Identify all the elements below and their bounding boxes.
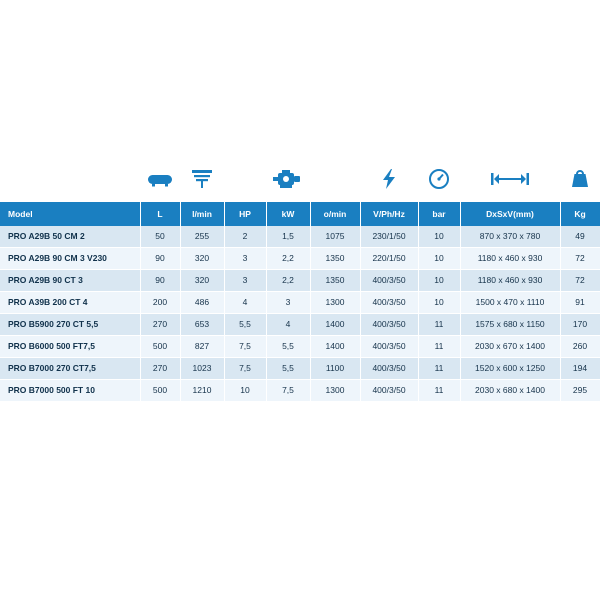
- table-row: [0, 226, 600, 248]
- cell-voltage: 400/3/50: [360, 358, 418, 380]
- table-row: [0, 292, 600, 314]
- icon-spacer-hp: [224, 155, 266, 202]
- cell-lmin: 1210: [180, 380, 224, 402]
- cell-bar: 10: [418, 292, 460, 314]
- specifications-table: [0, 202, 600, 401]
- cell-voltage: 230/1/50: [360, 226, 418, 248]
- table-row: [0, 336, 600, 358]
- cell-bar: 10: [418, 226, 460, 248]
- table-row: [0, 270, 600, 292]
- cell-model: PRO B5900 270 CT 5,5: [0, 314, 140, 336]
- cell-bar: 10: [418, 270, 460, 292]
- cell-voltage: 400/3/50: [360, 270, 418, 292]
- cell-litres: 270: [140, 358, 180, 380]
- cell-litres: 90: [140, 270, 180, 292]
- cell-bar: 11: [418, 358, 460, 380]
- cell-weight: 72: [560, 248, 600, 270]
- cell-litres: 200: [140, 292, 180, 314]
- column-header-kw: kW: [266, 202, 310, 226]
- cell-weight: 72: [560, 270, 600, 292]
- spec-sheet: [0, 155, 600, 401]
- cell-dimensions: 2030 x 670 x 1400: [460, 336, 560, 358]
- cell-model: PRO B7000 500 FT 10: [0, 380, 140, 402]
- cell-model: PRO B7000 270 CT7,5: [0, 358, 140, 380]
- lightning-bolt-icon: [360, 155, 418, 202]
- cell-model: PRO B6000 500 FT7,5: [0, 336, 140, 358]
- cell-kw: 1,5: [266, 226, 310, 248]
- weight-icon: [560, 155, 600, 202]
- cell-dimensions: 870 x 370 x 780: [460, 226, 560, 248]
- icon-spacer: [0, 155, 140, 202]
- cell-weight: 295: [560, 380, 600, 402]
- cell-hp: 3: [224, 248, 266, 270]
- column-header-weight: Kg: [560, 202, 600, 226]
- cell-rpm: 1300: [310, 292, 360, 314]
- cell-hp: 5,5: [224, 314, 266, 336]
- cell-model: PRO A29B 50 CM 2: [0, 226, 140, 248]
- cell-dimensions: 1180 x 460 x 930: [460, 270, 560, 292]
- cell-hp: 7,5: [224, 336, 266, 358]
- cell-dimensions: 1180 x 460 x 930: [460, 248, 560, 270]
- cell-rpm: 1300: [310, 380, 360, 402]
- cell-model: PRO A29B 90 CT 3: [0, 270, 140, 292]
- cell-lmin: 255: [180, 226, 224, 248]
- cell-model: PRO A39B 200 CT 4: [0, 292, 140, 314]
- cell-voltage: 400/3/50: [360, 292, 418, 314]
- column-header-lmin: l/min: [180, 202, 224, 226]
- icon-spacer-rpm: [310, 155, 360, 202]
- cell-voltage: 400/3/50: [360, 336, 418, 358]
- cell-lmin: 486: [180, 292, 224, 314]
- cell-hp: 7,5: [224, 358, 266, 380]
- column-header-bar: bar: [418, 202, 460, 226]
- table-row: [0, 380, 600, 402]
- cell-lmin: 320: [180, 270, 224, 292]
- cell-weight: 170: [560, 314, 600, 336]
- cell-litres: 500: [140, 380, 180, 402]
- cell-litres: 90: [140, 248, 180, 270]
- cell-rpm: 1350: [310, 270, 360, 292]
- pressure-gauge-icon: [418, 155, 460, 202]
- cell-voltage: 400/3/50: [360, 314, 418, 336]
- cell-litres: 50: [140, 226, 180, 248]
- cell-rpm: 1075: [310, 226, 360, 248]
- cell-kw: 5,5: [266, 358, 310, 380]
- cell-kw: 2,2: [266, 270, 310, 292]
- cell-hp: 10: [224, 380, 266, 402]
- cell-lmin: 320: [180, 248, 224, 270]
- cell-rpm: 1350: [310, 248, 360, 270]
- air-filter-icon: [180, 155, 224, 202]
- table-header-row: [0, 202, 600, 226]
- cell-litres: 270: [140, 314, 180, 336]
- dimensions-arrows-icon: [460, 155, 560, 202]
- column-header-litres: L: [140, 202, 180, 226]
- cell-kw: 7,5: [266, 380, 310, 402]
- cell-rpm: 1400: [310, 314, 360, 336]
- cell-bar: 11: [418, 380, 460, 402]
- electric-motor-icon: [266, 155, 310, 202]
- table-row: [0, 248, 600, 270]
- cell-weight: 49: [560, 226, 600, 248]
- cell-voltage: 400/3/50: [360, 380, 418, 402]
- cell-hp: 4: [224, 292, 266, 314]
- column-header-rpm: o/min: [310, 202, 360, 226]
- cell-dimensions: 1500 x 470 x 1110: [460, 292, 560, 314]
- column-header-model: Model: [0, 202, 140, 226]
- cell-dimensions: 1575 x 680 x 1150: [460, 314, 560, 336]
- cell-weight: 91: [560, 292, 600, 314]
- column-header-hp: HP: [224, 202, 266, 226]
- cell-kw: 4: [266, 314, 310, 336]
- cell-kw: 2,2: [266, 248, 310, 270]
- cell-rpm: 1400: [310, 336, 360, 358]
- cell-lmin: 653: [180, 314, 224, 336]
- cell-lmin: 827: [180, 336, 224, 358]
- cell-voltage: 220/1/50: [360, 248, 418, 270]
- cell-kw: 3: [266, 292, 310, 314]
- cell-hp: 2: [224, 226, 266, 248]
- cell-litres: 500: [140, 336, 180, 358]
- cell-hp: 3: [224, 270, 266, 292]
- cell-bar: 11: [418, 314, 460, 336]
- cell-dimensions: 2030 x 680 x 1400: [460, 380, 560, 402]
- table-row: [0, 314, 600, 336]
- cell-model: PRO A29B 90 CM 3 V230: [0, 248, 140, 270]
- cell-lmin: 1023: [180, 358, 224, 380]
- table-row: [0, 358, 600, 380]
- cell-weight: 194: [560, 358, 600, 380]
- column-header-voltage: V/Ph/Hz: [360, 202, 418, 226]
- air-tank-icon: [140, 155, 180, 202]
- cell-bar: 11: [418, 336, 460, 358]
- cell-rpm: 1100: [310, 358, 360, 380]
- cell-dimensions: 1520 x 600 x 1250: [460, 358, 560, 380]
- cell-kw: 5,5: [266, 336, 310, 358]
- icon-legend-row: [0, 155, 600, 202]
- cell-bar: 10: [418, 248, 460, 270]
- column-header-dimensions: DxSxV(mm): [460, 202, 560, 226]
- cell-weight: 260: [560, 336, 600, 358]
